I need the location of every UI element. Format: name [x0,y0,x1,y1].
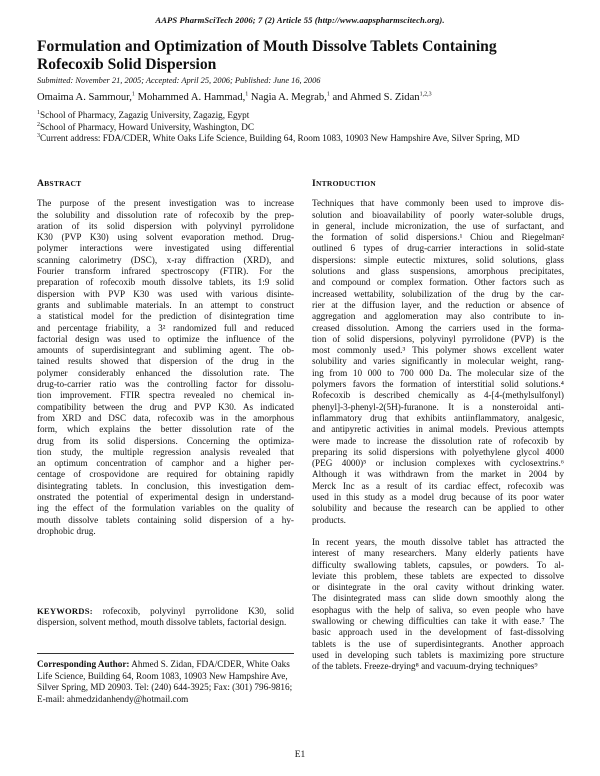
divider [37,653,294,654]
text-line: polymer interactions were investigated using differential [37,243,294,254]
introduction-paragraph [312,198,564,526]
text-line: inflammatory drug that exhibits antiinflammatory, analgesic, [312,412,564,423]
journal-name: AAPS PharmSciTech [155,15,233,25]
text-line: and compound or complex formation. Other factors such as [312,277,564,288]
page-number: E1 [294,750,306,760]
keywords-text: rofecoxib, polyvinyl pyrrolidone K30, solid dispersion, solvent method, mouth dissolve tablets, factorial design. [37,606,294,628]
text-line: solubility and because the research can be applied to other [312,503,564,514]
text-line: factorial design was used to optimize the influence of the [37,333,294,344]
text-line: tablets is the use of superdisintegrants. Another approach [312,638,564,649]
abstract-section [37,178,294,537]
text-line: products. [312,514,346,525]
text-line: and antipyretic activities in animal models. Previous attempts [312,424,564,435]
text-line: ing from 10 000 to 700 000 Da. The molecular size of the [312,367,564,378]
text-line: most commonly used.³ This polymer shows excellent water [312,345,564,356]
abstract-body [37,198,294,537]
text-line: phenyl]-3-phenyl-2(5H)-furanone. It is a nonsteroidal anti- [312,401,564,412]
text-line: drug from its solid dispersions. Concerning the optimiza- [37,435,294,446]
affiliation: $^3$Current address: FDA/CDER, White Oaks Life Science, Building 64, Room 1083, 10903 New Hampshire Ave, Silver Spring, MD [37,132,520,143]
text-line: In recent years, the mouth dissolve tablet has attracted the [312,536,564,547]
affiliation: $^2$School of Pharmacy, Howard University, Washington, DC [37,121,255,132]
text-line: difficulty swallowing tablets, capsules, or powders. To al- [312,559,564,570]
text-line: the formation of solid dispersions.¹ Chiou and Riegelman² [312,232,564,243]
text-line: an optimum concentration of camphor and a higher per- [37,458,294,469]
corresponding-author [37,659,294,705]
text-line: tion study, the multiple regression analysis revealed that [37,446,294,457]
text-line: in general, include micronization, the use of surfactant, and [312,220,564,231]
text-line: basic approach used in the development of fast-dissolving [312,627,564,638]
text-line: solution and bioavailability of poorly water-soluble drugs, [312,209,564,220]
text-line: tion of solid dispersions, polyvinyl pyrrolidone (PVP) is the [312,333,564,344]
author: Omaima A. Sammour,$^1$ [37,91,135,103]
text-line: creased dissolution. Among the carriers used in the forma- [312,322,564,333]
author: and Ahmed S. Zidan$^{1,2,3}$ [332,91,432,103]
introduction-heading: INTRODUCTION [312,178,376,189]
text-line: The disintegrated mass can slide down smoothly along the [312,593,564,604]
text-line: grants and sublimable materials. In an attempt to construct [37,299,294,310]
text-line: solubility and varies significantly in molecular weight, rang- [312,356,564,367]
text-line: interest of many researchers. Many elderly patients have [312,548,564,559]
introduction-paragraph [312,537,564,673]
text-line: esophagus with the help of saliva, so even people who have [312,604,564,615]
text-line: compatibility between the drug and PVP K30. As indicated [37,401,294,412]
text-line: from XRD and DSC data, rofecoxib was in the amorphous [37,412,294,423]
text-line: mouth dissolve tablets containing solid dispersion of a hy- [37,514,294,525]
text-line: dispersions: simple eutectic mixtures, solid solutions, glass [312,254,564,265]
text-line: or disintegrate in the oral cavity without drinking water. [312,582,564,593]
journal-citation: 2006; 7 (2) Article 55 (http://www.aapspharmscitech.org). [235,15,445,25]
text-line: Rofecoxib is described chemically as 4-[4-(methylsulfonyl) [312,390,564,401]
corresponding-author-text: Ahmed S. Zidan, FDA/CDER, White Oaks Life Science, Building 64, Room 1083, 10903 New Hampshire Ave, Silver Spring, MD 20903. Tel: (240) 644-3925; Fax: (301) 796-9816; E-mail: ahmedzidanhendy@hotmail.com [37,659,293,704]
author: Mohammed A. Hammad,$^1$ [137,91,249,103]
keywords-label: KEYWORDS: [37,606,93,616]
text-line: used in this study as a model drug because of its poor water [312,492,564,503]
affiliations [37,110,565,145]
text-line: tained results showed that dispersion of the drug in the [37,356,294,367]
text-line: polymers favors the formation of interstitial solid solutions.⁴ [312,379,564,390]
text-line: ing the effect of the formulation variables on the quality of [37,503,294,514]
text-line: dispersion with PVP K30 was used with various disinte- [37,288,294,299]
text-line: polymer considerably enhanced the dissolution rate. The [37,367,294,378]
text-line: aggregation and agglomeration may also contribute to in- [312,311,564,322]
text-line: aration of its solid dispersion with polyvinyl pyrrolidone [37,220,294,231]
text-line: Although it was withdrawn from the market in 2004 by [312,469,564,480]
author: Nagia A. Megrab,$^1$ [250,91,330,103]
text-line: amounts of superdisintegrant and subliming agent. The ob- [37,345,294,356]
text-line: onstrated the potential of experimental design in understand- [37,492,294,503]
text-line: preparing its solid dispersions with polyethylene glycol 4000 [312,446,564,457]
text-line: form, which explains the better dissolution rate of the [37,424,294,435]
abstract-heading: ABSTRACT [37,178,82,189]
text-line: a statistical model for the prediction of disintegration time [37,311,294,322]
text-line: K30 (PVP K30) using solvent evaporation method. Drug- [37,232,294,243]
text-line: were made to increase the dissolution rate of rofecoxib by [312,435,564,446]
text-line: drophobic drug. [37,525,96,536]
text-line: outlined 6 types of drug-carrier interactions in solid-state [312,243,564,254]
text-line: increased wettability, solubilization of the drug by the car- [312,288,564,299]
submission-dates: Submitted: November 21, 2005; Accepted: April 25, 2006; Published: June 16, 2006 [37,76,321,85]
corresponding-author-label: Corresponding Author: [37,659,130,669]
text-line: solutions and glass suspensions, amorphous precipitates, [312,266,564,277]
text-line: of the tablets. Freeze-drying⁸ and vacuum-drying techniques⁹ [312,661,538,672]
text-line: centage of crospovidone are required for obtaining rapidly [37,469,294,480]
affiliation: $^1$School of Pharmacy, Zagazig University, Zagazig, Egypt [37,109,250,120]
journal-header [0,15,600,25]
text-line: rier at the diffusion layer, and the reduction or absence of [312,299,564,310]
introduction-section [312,178,564,672]
text-line: Fourier transform infrared spectroscopy (FTIR). For the [37,266,294,277]
text-line: used in developing such tablets is maximizing pore structure [312,649,564,660]
paper-title: Formulation and Optimization of Mouth Dissolve Tablets Containing Rofecoxib Solid Dispersion [37,38,497,73]
text-line: tion improvement. FTIR spectra revealed no chemical in- [37,390,294,401]
text-line: scanning calorimetry (DSC), x-ray diffraction (XRD), and [37,254,294,265]
text-line: The purpose of the present investigation was to increase [37,198,294,209]
text-line: and percentage friability, a 3² randomized full and reduced [37,322,294,333]
text-line: the solubility and dissolution rate of rofecoxib by the prep- [37,209,294,220]
text-line: drug-to-carrier ratio was the controlling factor for dissolu- [37,379,294,390]
text-line: Merck Inc as a result of its cardiac effect, rofecoxib was [312,480,564,491]
keywords [37,606,294,629]
text-line: (PEG 4000)⁵ or inclusion complexes with cyclosextrins.⁶ [312,458,564,469]
text-line: swallowing or chewing difficulties can take it with ease.⁷ The [312,615,564,626]
text-line: Techniques that have commonly been used to improve dis- [312,198,564,209]
text-line: preparation of rofecoxib mouth dissolve tablets, its 1:9 solid [37,277,294,288]
author-list [37,92,432,103]
text-line: leviate this problem, these tablets are expected to dissolve [312,570,564,581]
text-line: disintegrating tablets. In conclusion, this investigation dem- [37,480,294,491]
